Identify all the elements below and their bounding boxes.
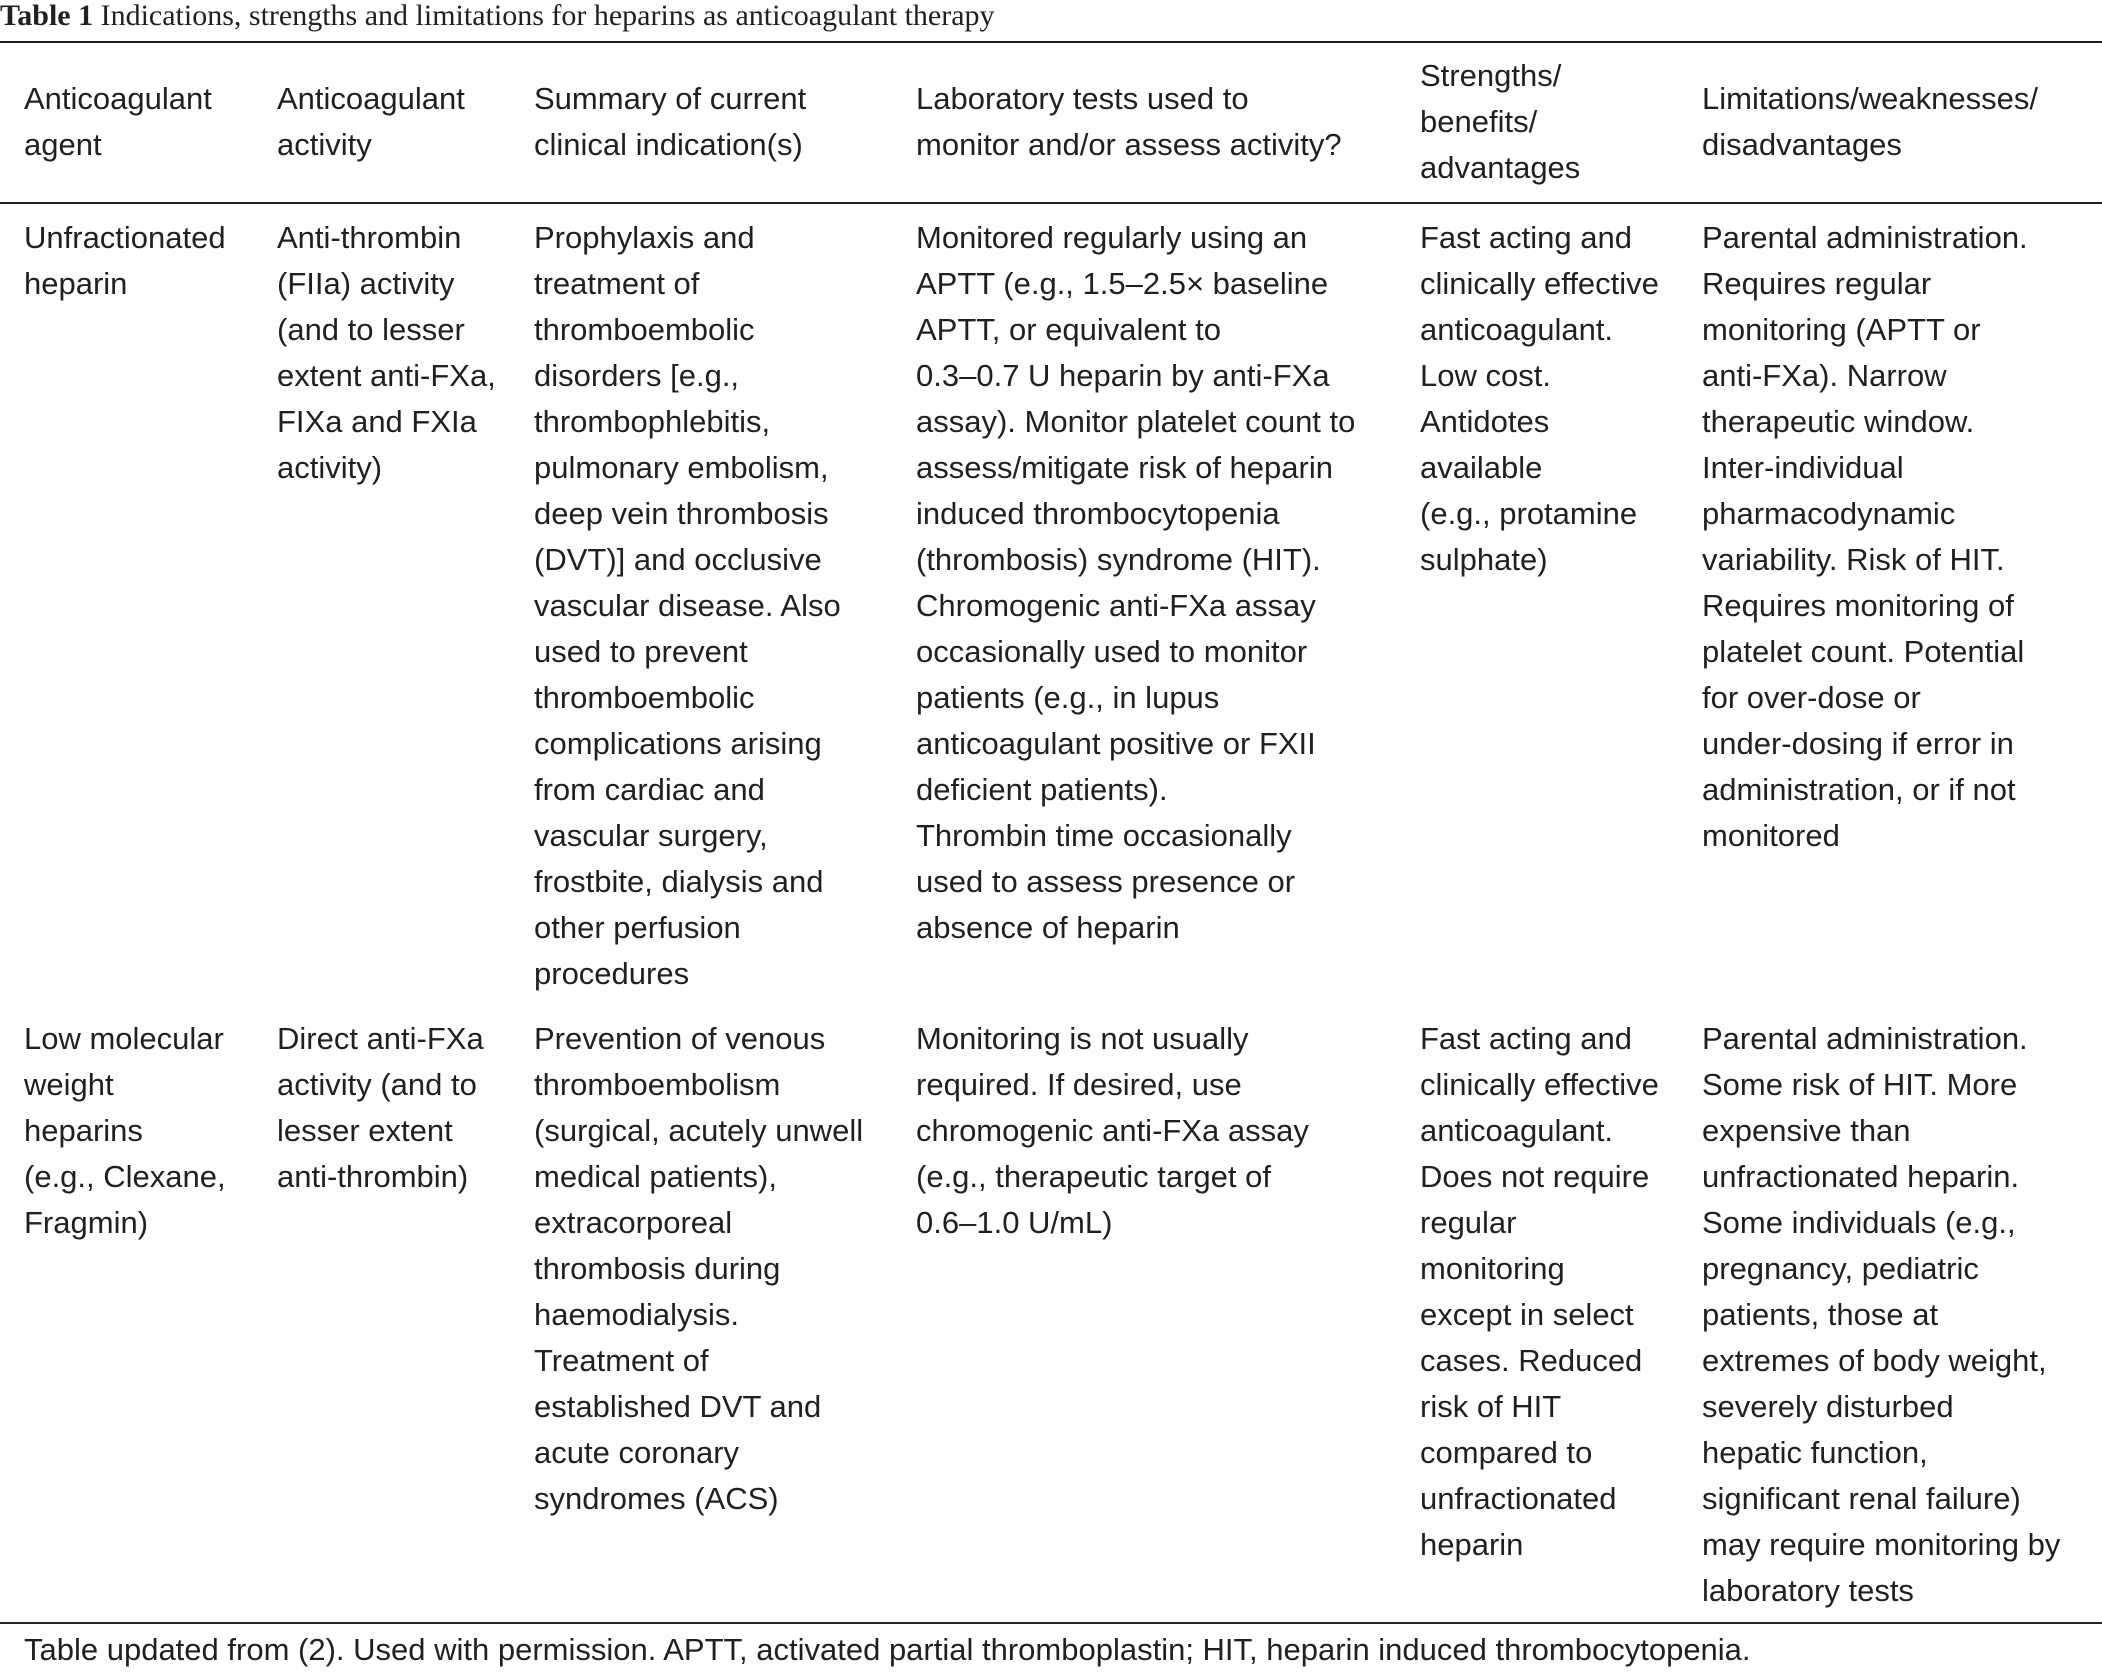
table-row-2-indications: Prevention of venous thromboembolism (surgical, acutely unwell medical patients), extracorporeal thrombosis during haemodialysis. Treatment of established DVT and acute coronary syndromes (ACS) — [534, 1021, 864, 1516]
top-rule — [0, 41, 2102, 43]
table-row-1-strengths: Fast acting and clinically effective anticoagulant. Low cost. Antidotes available (e.g., protamine sulphate) — [1420, 220, 1659, 577]
table-footnote: Table updated from (2). Used with permission. APTT, activated partial thromboplastin; HIT, heparin induced thrombocytopenia. — [24, 1632, 1751, 1667]
header-rule — [0, 202, 2102, 204]
header-lab-tests: Laboratory tests used to monitor and/or assess activity? — [916, 81, 1342, 162]
table-title: Indications, strengths and limitations for heparins as anticoagulant therapy — [100, 0, 995, 32]
table-row-1-agent: Unfractionated heparin — [24, 220, 226, 301]
header-indications: Summary of current clinical indication(s) — [534, 81, 807, 162]
table-row-1-lab-tests: Monitored regularly using an APTT (e.g., 1.5–2.5× baseline APTT, or equivalent to 0.3–0.7 U heparin by anti-FXa assay). Monitor platelet count to assess/mitigate risk of heparin induced thrombocytopenia (thrombosis) syndrome (HIT). Chromogenic anti-FXa assay occasionally used to monitor patients (e.g., in lupus anticoagulant positive or FXII deficient patients). Thrombin time occasionally used to assess presence or absence of heparin — [916, 220, 1356, 945]
header-activity: Anticoagulant activity — [277, 81, 465, 162]
header-strengths: Strengths/ benefits/ advantages — [1420, 58, 1581, 185]
header-limitations: Limitations/weaknesses/ disadvantages — [1702, 81, 2038, 162]
table-row-2-strengths: Fast acting and clinically effective anticoagulant. Does not require regular monitoring except in select cases. Reduced risk of HIT compared to unfractionated heparin — [1420, 1021, 1659, 1562]
header-agent: Anticoagulant agent — [24, 81, 212, 162]
table-row-1-limitations: Parental administration. Requires regular monitoring (APTT or anti-FXa). Narrow therapeutic window. Inter-individual pharmacodynamic variability. Risk of HIT. Requires monitoring of platelet count. Potential for over-dose or under-dosing if error in administration, or if not monitored — [1702, 220, 2028, 853]
table-row-1-activity: Anti-thrombin (FIIa) activity (and to lesser extent anti-FXa, FIXa and FXIa activity) — [277, 220, 496, 485]
table-caption — [0, 0, 2102, 34]
table-row-2-limitations: Parental administration. Some risk of HIT. More expensive than unfractionated heparin. Some individuals (e.g., pregnancy, pediatric patients, those at extremes of body weight, severely disturbed hepatic function, significant renal failure) may require monitoring by laboratory tests — [1702, 1021, 2061, 1608]
table-row-1-indications: Prophylaxis and treatment of thromboembolic disorders [e.g., thrombophlebitis, pulmonary embolism, deep vein thrombosis (DVT)] and occlusive vascular disease. Also used to prevent thromboembolic complications arising from cardiac and vascular surgery, frostbite, dialysis and other perfusion procedures — [534, 220, 841, 991]
table-label: Table 1 — [0, 0, 94, 32]
bottom-rule — [0, 1622, 2102, 1624]
table-row-2-activity: Direct anti-FXa activity (and to lesser extent anti-thrombin) — [277, 1021, 484, 1194]
table-row-2-lab-tests: Monitoring is not usually required. If desired, use chromogenic anti-FXa assay (e.g., therapeutic target of 0.6–1.0 U/mL) — [916, 1021, 1309, 1240]
table-row-2-agent: Low molecular weight heparins (e.g., Clexane, Fragmin) — [24, 1021, 226, 1240]
